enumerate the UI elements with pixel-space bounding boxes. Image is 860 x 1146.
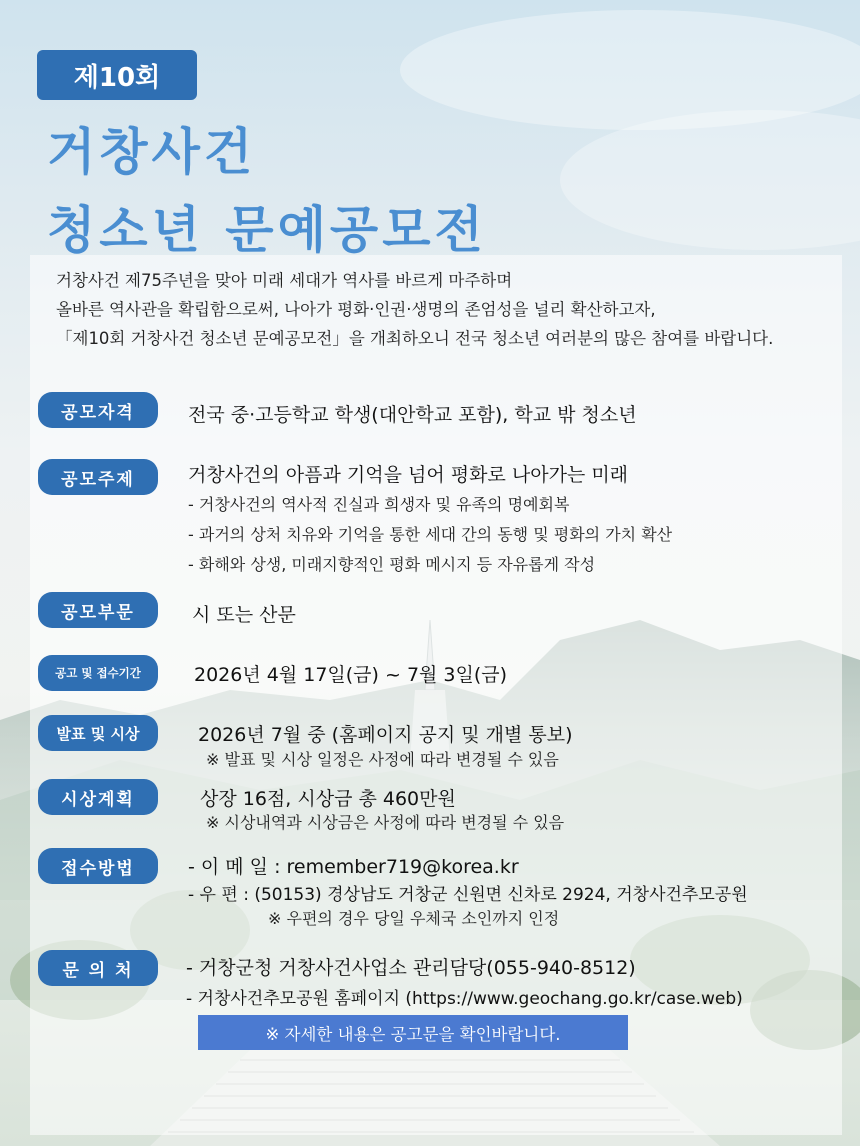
awards-value: 상장 16점, 시상금 총 460만원 (200, 788, 456, 810)
announcement-note: ※ 발표 및 시상 일정은 사정에 따라 변경될 수 있음 (206, 750, 559, 769)
intro-line: 「제10회 거창사건 청소년 문예공모전」을 개최하오니 전국 청소년 여러분의 많은 참여를 바랍니다. (56, 329, 774, 348)
edition-badge: 제10회 (37, 50, 197, 100)
intro-text (56, 266, 846, 353)
awards-note: ※ 시상내역과 시상금은 사정에 따라 변경될 수 있음 (206, 813, 565, 832)
theme-value: 거창사건의 아픔과 기억을 넘어 평화로 나아가는 미래 (188, 464, 629, 486)
intro-line: 거창사건 제75주년을 맞아 미래 세대가 역사를 바르게 마주하며 (56, 271, 513, 290)
category-value: 시 또는 산문 (192, 604, 296, 626)
title-line-2: 청소년 문예공모전 (47, 201, 487, 259)
announcement-value: 2026년 7월 중 (홈페이지 공지 및 개별 통보) (198, 724, 573, 746)
label-eligibility: 공모자격 (38, 392, 158, 428)
intro-line: 올바른 역사관을 확립함으로써, 나아가 평화·인권·생명의 존엄성을 널리 확산하고자, (56, 300, 656, 319)
period-value: 2026년 4월 17일(금) ~ 7월 3일(금) (194, 664, 508, 686)
footer-note-bar: ※ 자세한 내용은 공고문을 확인바랍니다. (198, 1015, 628, 1050)
contact-line-1: - 거창군청 거창사건사업소 관리담당(055-940-8512) (186, 957, 636, 979)
theme-item: - 과거의 상처 치유와 기억을 통한 세대 간의 동행 및 평화의 가치 확산 (188, 525, 673, 544)
contact-line-2: - 거창사건추모공원 홈페이지 (https://www.geochang.go.kr/case.web) (186, 989, 743, 1009)
label-theme: 공모주제 (38, 459, 158, 495)
title-line-1: 거창사건 (47, 123, 257, 181)
label-period: 공고 및 접수기간 (38, 655, 158, 691)
label-category: 공모부문 (38, 592, 158, 628)
label-announcement: 발표 및 시상 (38, 715, 158, 751)
submission-mail: - 우 편 : (50153) 경상남도 거창군 신원면 신차로 2924, 거창사건추모공원 (188, 885, 748, 905)
theme-item: - 거창사건의 역사적 진실과 희생자 및 유족의 명예회복 (188, 495, 570, 514)
theme-item: - 화해와 상생, 미래지향적인 평화 메시지 등 자유롭게 작성 (188, 555, 596, 574)
label-awards: 시상계획 (38, 779, 158, 815)
label-submission: 접수방법 (38, 848, 158, 884)
eligibility-value: 전국 중·고등학교 학생(대안학교 포함), 학교 밖 청소년 (188, 404, 637, 426)
label-contact: 문 의 처 (38, 950, 158, 986)
submission-email: - 이 메 일 : remember719@korea.kr (188, 856, 519, 878)
submission-note: ※ 우편의 경우 당일 우체국 소인까지 인정 (268, 909, 560, 928)
